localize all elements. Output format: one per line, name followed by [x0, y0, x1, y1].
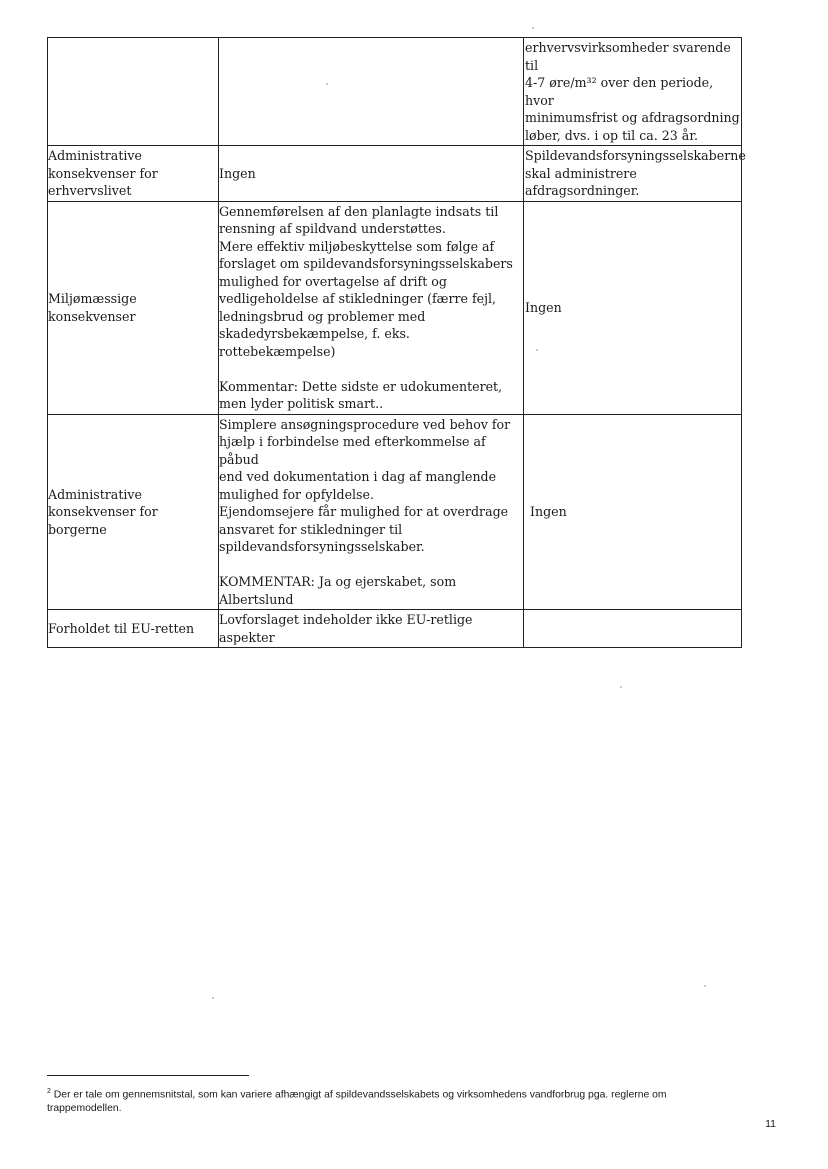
scan-speck [704, 985, 706, 987]
page-number: 11 [765, 1118, 776, 1130]
row-middle: Simplere ansøgningsprocedure ved behov for hjælp i forbindelse med efterkommelse af påbud end ved dokumentation i dag af manglende mulighed for opfyldelse. Ejendomsejere får mulighed for at overdrage ansvaret for stikledninger til spildevandsforsyningsselskaber. KOMMENTAR: Ja og ejerskabet, som Albertslund [219, 414, 524, 610]
table-row [48, 146, 742, 202]
row-right: erhvervsvirksomheder svarende til 4-7 øre/m³² over den periode, hvor minimumsfrist og afdragsordning løber, dvs. i op til ca. 23 år. [524, 38, 742, 146]
row-middle: Gennemførelsen af den planlagte indsats til rensning af spildvand understøttes. Mere effektiv miljøbeskyttelse som følge af forslaget om spildevandsforsyningsselskabers mulighed for overtagelse af drift og vedligeholdelse af stikledninger (færre fejl, ledningsbrud og problemer med skadedyrsbekæmpelse, f. eks. rottebekæmpelse) Kommentar: Dette sidste er udokumenteret, men lyder politisk smart.. [219, 201, 524, 414]
table-row [48, 414, 742, 610]
row-label [48, 38, 219, 146]
row-middle: Lovforslaget indeholder ikke EU-retlige aspekter [219, 610, 524, 648]
footnote-marker: 2 [47, 1088, 51, 1095]
row-label: Administrative konsekvenser for erhvervslivet [48, 146, 219, 202]
footnote-separator [47, 1075, 249, 1076]
row-right: Ingen [524, 201, 742, 414]
scan-speck [532, 27, 534, 29]
table-row [48, 201, 742, 414]
scan-speck [212, 997, 214, 999]
row-middle [219, 38, 524, 146]
table-row [48, 38, 742, 146]
row-right: Spildevandsforsyningsselskaberne skal administrere afdragsordninger. [524, 146, 742, 202]
footnote-text: Der er tale om gennemsnitstal, som kan variere afhængigt af spildevandsselskabets og virksomhedens vandforbrug pga. reglerne om trappemodellen. [47, 1089, 667, 1115]
table-row [48, 610, 742, 648]
row-label: Miljømæssige konsekvenser [48, 201, 219, 414]
scan-speck [536, 349, 538, 351]
scan-speck [620, 686, 622, 688]
row-label: Forholdet til EU-retten [48, 610, 219, 648]
footnote [47, 1085, 737, 1116]
scan-speck [326, 83, 328, 85]
row-label: Administrative konsekvenser for borgerne [48, 414, 219, 610]
consequences-table [47, 37, 746, 648]
row-right: Ingen [524, 414, 742, 610]
row-right [524, 610, 742, 648]
row-middle: Ingen [219, 146, 524, 202]
